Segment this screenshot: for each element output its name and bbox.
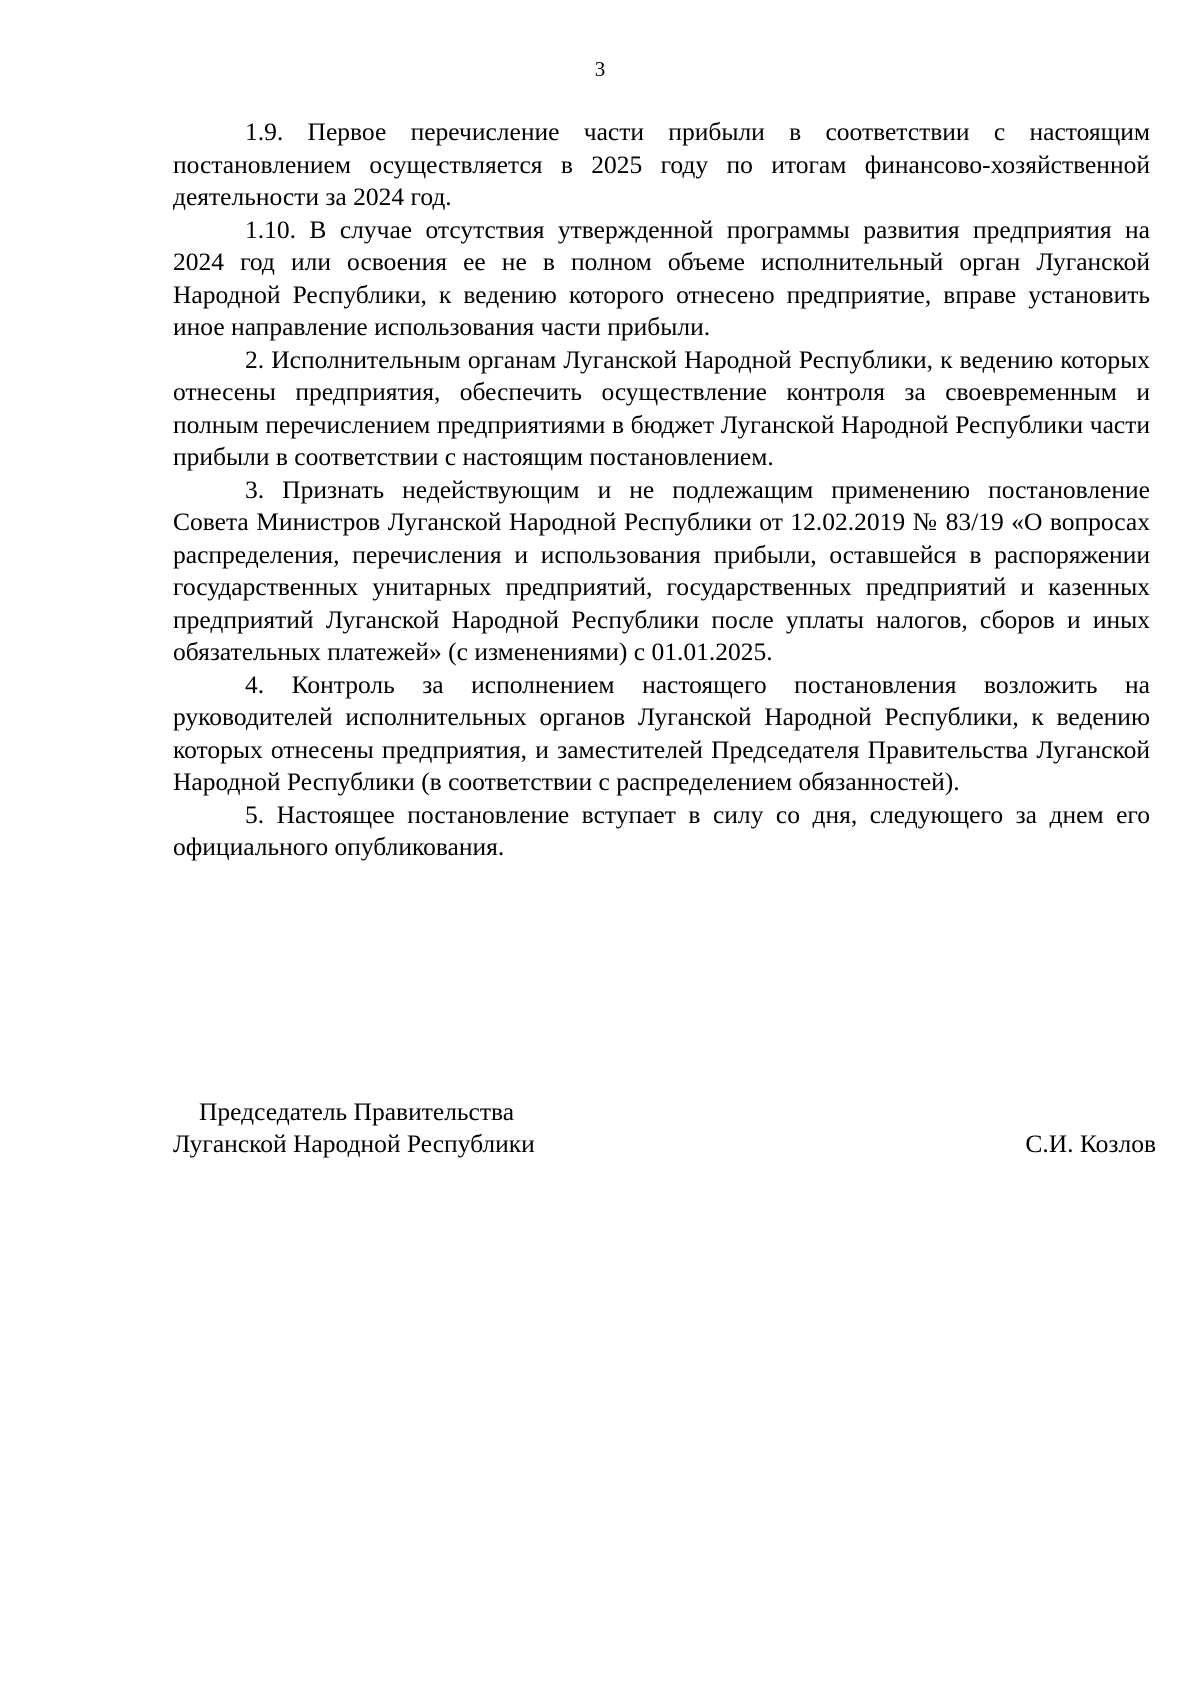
document-body: [173, 116, 1150, 864]
paragraph-1-9: 1.9. Первое перечисление части прибыли в соответствии с настоящим постановлением осуществляется в 2025 году по итогам финансово-хозяйственной деятельности за 2024 год.: [173, 117, 1150, 211]
paragraph-5: 5. Настоящее постановление вступает в силу со дня, следующего за днем его официального опубликования.: [173, 799, 1150, 861]
paragraph-1-10: 1.10. В случае отсутствия утвержденной программы развития предприятия на 2024 год или освоения ее не в полном объеме исполнительный орган Луганской Народной Республики, к ведению которого отнесено предприятие, вправе установить иное направление использования части прибыли.: [173, 214, 1150, 341]
page-number: 3: [594, 57, 606, 81]
signatory-name: С.И. Козлов: [1025, 1129, 1156, 1158]
paragraph-3: 3. Признать недействующим и не подлежащим применению постановление Совета Министров Луганской Народной Республики от 12.02.2019 № 83/19 «О вопросах распределения, перечисления и использования прибыли, оставшейся в распоряжении государственных унитарных предприятий, государственных предприятий и казенных предприятий Луганской Народной Республики после уплаты налогов, сборов и иных обязательных платежей» (с изменениями) с 01.01.2025.: [173, 474, 1150, 666]
signature-block: [173, 1096, 1156, 1176]
signatory-position-line-2: Луганской Народной Республики: [173, 1129, 535, 1158]
paragraph-4: 4. Контроль за исполнением настоящего постановления возложить на руководителей исполнительных органов Луганской Народной Республики, к ведению которых отнесены предприятия, и заместителей Председателя Правительства Луганской Народной Республики (в соответствии с распределением обязанностей).: [173, 669, 1150, 796]
signatory-position-line-1: Председатель Правительства: [199, 1097, 515, 1126]
paragraph-2: 2. Исполнительным органам Луганской Народной Республики, к ведению которых отнесены предприятия, обеспечить осуществление контроля за своевременным и полным перечислением предприятиями в бюджет Луганской Народной Республики части прибыли в соответствии с настоящим постановлением.: [173, 344, 1150, 471]
